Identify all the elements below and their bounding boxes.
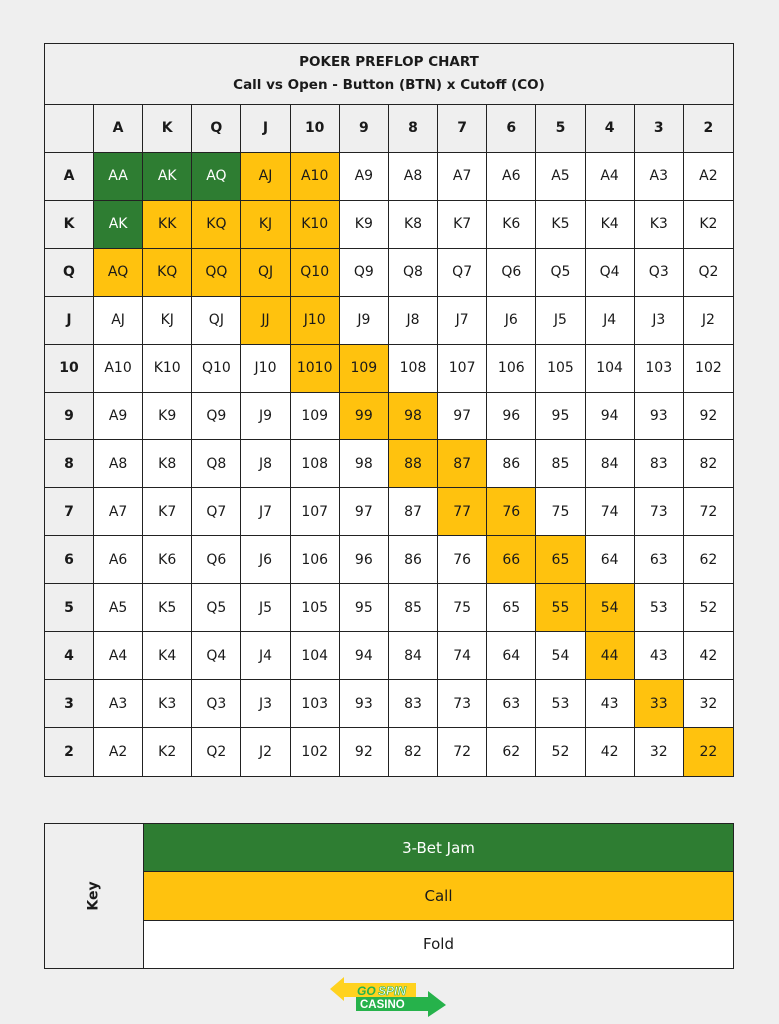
hand-cell-fold: Q7 <box>438 249 487 297</box>
hand-cell-call: 76 <box>487 488 536 536</box>
row-header-3: 3 <box>45 680 94 728</box>
hand-cell-fold: 85 <box>536 440 585 488</box>
hand-cell-call: 54 <box>586 584 635 632</box>
logo-word-go: GO <box>357 984 376 998</box>
hand-cell-jam: AQ <box>192 153 241 201</box>
key-rows <box>144 824 733 968</box>
hand-cell-fold: 104 <box>586 345 635 393</box>
hand-cell-fold: K6 <box>487 201 536 249</box>
hand-cell-call: QJ <box>241 249 290 297</box>
hand-cell-call: 66 <box>487 536 536 584</box>
hand-cell-fold: 96 <box>340 536 389 584</box>
row-header-7: 7 <box>45 488 94 536</box>
hand-cell-fold: 95 <box>536 393 585 441</box>
hand-cell-fold: 94 <box>340 632 389 680</box>
hand-cell-call: 98 <box>389 393 438 441</box>
hand-cell-fold: K5 <box>143 584 192 632</box>
hand-cell-fold: 106 <box>291 536 340 584</box>
hand-cell-fold: 105 <box>536 345 585 393</box>
hand-cell-call: 44 <box>586 632 635 680</box>
hand-cell-fold: K10 <box>143 345 192 393</box>
hand-cell-fold: Q6 <box>192 536 241 584</box>
hand-cell-fold: 75 <box>536 488 585 536</box>
hand-cell-fold: Q9 <box>340 249 389 297</box>
hand-cell-fold: A4 <box>586 153 635 201</box>
hand-cell-fold: J7 <box>438 297 487 345</box>
hand-cell-fold: 107 <box>291 488 340 536</box>
hand-cell-fold: 97 <box>340 488 389 536</box>
hand-cell-fold: K2 <box>684 201 733 249</box>
logo-word-spin: SPIN <box>378 984 407 998</box>
hand-cell-fold: A9 <box>340 153 389 201</box>
hand-cell-fold: 102 <box>291 728 340 776</box>
hand-cell-fold: 82 <box>389 728 438 776</box>
hand-cell-fold: 98 <box>340 440 389 488</box>
hand-cell-fold: K4 <box>586 201 635 249</box>
hand-cell-jam: AK <box>94 201 143 249</box>
hand-cell-fold: 108 <box>389 345 438 393</box>
hand-cell-call: A10 <box>291 153 340 201</box>
hand-cell-fold: 43 <box>586 680 635 728</box>
hand-cell-fold: 53 <box>635 584 684 632</box>
hand-cell-call: Q10 <box>291 249 340 297</box>
row-header-q: Q <box>45 249 94 297</box>
hand-cell-call: KQ <box>192 201 241 249</box>
hand-cell-call: 77 <box>438 488 487 536</box>
hand-cell-fold: 93 <box>340 680 389 728</box>
column-header-6: 6 <box>487 105 536 153</box>
preflop-chart <box>44 43 734 777</box>
hand-cell-fold: K8 <box>389 201 438 249</box>
hand-cell-call: 65 <box>536 536 585 584</box>
hand-cell-fold: 64 <box>487 632 536 680</box>
hand-cell-fold: A4 <box>94 632 143 680</box>
column-header-10: 10 <box>291 105 340 153</box>
hand-cell-fold: 86 <box>389 536 438 584</box>
hand-cell-fold: A7 <box>94 488 143 536</box>
hand-cell-fold: K6 <box>143 536 192 584</box>
hand-cell-fold: A8 <box>389 153 438 201</box>
hand-cell-fold: K9 <box>340 201 389 249</box>
hand-cell-fold: A2 <box>684 153 733 201</box>
hand-cell-fold: K5 <box>536 201 585 249</box>
hand-cell-fold: A8 <box>94 440 143 488</box>
hand-cell-call: QQ <box>192 249 241 297</box>
hand-cell-fold: Q9 <box>192 393 241 441</box>
column-header-a: A <box>94 105 143 153</box>
hand-cell-fold: 93 <box>635 393 684 441</box>
hand-cell-fold: 95 <box>340 584 389 632</box>
hand-cell-fold: Q6 <box>487 249 536 297</box>
hand-cell-fold: A5 <box>94 584 143 632</box>
hand-cell-fold: 107 <box>438 345 487 393</box>
hand-cell-fold: 62 <box>684 536 733 584</box>
hand-cell-fold: 75 <box>438 584 487 632</box>
hand-cell-fold: J9 <box>340 297 389 345</box>
column-header-2: 2 <box>684 105 733 153</box>
row-header-4: 4 <box>45 632 94 680</box>
chart-subtitle: Call vs Open - Button (BTN) x Cutoff (CO) <box>233 77 545 93</box>
hand-cell-fold: 32 <box>684 680 733 728</box>
hand-cell-fold: A10 <box>94 345 143 393</box>
column-header-k: K <box>143 105 192 153</box>
hand-cell-fold: J5 <box>241 584 290 632</box>
hand-cell-fold: K7 <box>143 488 192 536</box>
column-header-9: 9 <box>340 105 389 153</box>
hand-cell-fold: 43 <box>635 632 684 680</box>
hand-cell-fold: 63 <box>635 536 684 584</box>
key-item-3-bet-jam: 3-Bet Jam <box>144 824 733 872</box>
column-header-3: 3 <box>635 105 684 153</box>
hand-cell-fold: Q4 <box>586 249 635 297</box>
chart-title: POKER PREFLOP CHART <box>299 54 479 70</box>
hand-cell-fold: Q8 <box>192 440 241 488</box>
row-header-8: 8 <box>45 440 94 488</box>
hand-cell-fold: J6 <box>241 536 290 584</box>
hand-cell-jam: AK <box>143 153 192 201</box>
hand-cell-fold: Q2 <box>684 249 733 297</box>
hand-cell-fold: J4 <box>241 632 290 680</box>
hand-cell-fold: 74 <box>586 488 635 536</box>
column-header-7: 7 <box>438 105 487 153</box>
hand-cell-fold: K4 <box>143 632 192 680</box>
column-header-5: 5 <box>536 105 585 153</box>
hand-cell-jam: AA <box>94 153 143 201</box>
hand-cell-fold: A7 <box>438 153 487 201</box>
hand-cell-fold: Q5 <box>192 584 241 632</box>
column-header-4: 4 <box>586 105 635 153</box>
hand-cell-fold: K7 <box>438 201 487 249</box>
hand-cell-fold: J8 <box>389 297 438 345</box>
hand-cell-fold: 87 <box>389 488 438 536</box>
hand-cell-fold: Q3 <box>192 680 241 728</box>
hand-cell-fold: 72 <box>438 728 487 776</box>
hand-cell-fold: 65 <box>487 584 536 632</box>
hand-cell-fold: 63 <box>487 680 536 728</box>
hand-cell-fold: J7 <box>241 488 290 536</box>
column-header-8: 8 <box>389 105 438 153</box>
hand-cell-fold: 108 <box>291 440 340 488</box>
row-header-k: K <box>45 201 94 249</box>
hand-cell-fold: A3 <box>635 153 684 201</box>
gospin-casino-logo <box>330 975 450 1017</box>
hand-cell-fold: J9 <box>241 393 290 441</box>
hand-cell-fold: A6 <box>94 536 143 584</box>
row-header-9: 9 <box>45 393 94 441</box>
hand-cell-fold: 94 <box>586 393 635 441</box>
hand-cell-fold: 54 <box>536 632 585 680</box>
hand-cell-fold: K3 <box>635 201 684 249</box>
column-header-q: Q <box>192 105 241 153</box>
hand-cell-fold: Q10 <box>192 345 241 393</box>
hand-cell-call: 109 <box>340 345 389 393</box>
hand-cell-fold: 82 <box>684 440 733 488</box>
row-header-5: 5 <box>45 584 94 632</box>
hand-cell-fold: 74 <box>438 632 487 680</box>
hand-cell-call: 88 <box>389 440 438 488</box>
row-header-j: J <box>45 297 94 345</box>
hand-cell-fold: 84 <box>586 440 635 488</box>
hand-cell-fold: A2 <box>94 728 143 776</box>
hand-cell-fold: 85 <box>389 584 438 632</box>
hand-cell-fold: Q5 <box>536 249 585 297</box>
row-header-a: A <box>45 153 94 201</box>
hand-cell-fold: 104 <box>291 632 340 680</box>
hand-cell-fold: QJ <box>192 297 241 345</box>
key-legend <box>44 823 734 969</box>
hand-cell-fold: 86 <box>487 440 536 488</box>
hand-cell-fold: 84 <box>389 632 438 680</box>
row-header-10: 10 <box>45 345 94 393</box>
hand-cell-fold: KJ <box>143 297 192 345</box>
hand-cell-fold: 53 <box>536 680 585 728</box>
hand-cell-fold: 76 <box>438 536 487 584</box>
hand-cell-fold: 52 <box>684 584 733 632</box>
hand-cell-fold: 109 <box>291 393 340 441</box>
hand-cell-fold: J8 <box>241 440 290 488</box>
hand-cell-call: 87 <box>438 440 487 488</box>
row-header-2: 2 <box>45 728 94 776</box>
hand-cell-call: KQ <box>143 249 192 297</box>
hand-cell-fold: 73 <box>438 680 487 728</box>
hand-cell-fold: 96 <box>487 393 536 441</box>
corner-cell <box>45 105 94 153</box>
hand-cell-fold: 102 <box>684 345 733 393</box>
chart-title-bar <box>45 44 733 105</box>
hand-cell-fold: J2 <box>241 728 290 776</box>
hand-cell-fold: 72 <box>684 488 733 536</box>
hand-cell-fold: Q4 <box>192 632 241 680</box>
hand-cell-fold: 32 <box>635 728 684 776</box>
hand-cell-call: K10 <box>291 201 340 249</box>
hand-cell-fold: AJ <box>94 297 143 345</box>
hand-cell-fold: J3 <box>241 680 290 728</box>
hand-cell-fold: K9 <box>143 393 192 441</box>
hand-cell-fold: 92 <box>684 393 733 441</box>
hand-cell-fold: Q8 <box>389 249 438 297</box>
hand-cell-call: KK <box>143 201 192 249</box>
logo-word-casino: CASINO <box>360 999 405 1011</box>
hand-cell-fold: A9 <box>94 393 143 441</box>
key-item-call: Call <box>144 872 733 920</box>
row-header-6: 6 <box>45 536 94 584</box>
hand-cell-fold: J5 <box>536 297 585 345</box>
hand-cell-fold: Q7 <box>192 488 241 536</box>
hand-cell-fold: 103 <box>291 680 340 728</box>
hand-cell-fold: 52 <box>536 728 585 776</box>
hand-cell-fold: 83 <box>389 680 438 728</box>
hand-cell-fold: A5 <box>536 153 585 201</box>
hand-cell-fold: 83 <box>635 440 684 488</box>
hand-cell-fold: 42 <box>586 728 635 776</box>
hand-cell-fold: J3 <box>635 297 684 345</box>
hand-cell-fold: A3 <box>94 680 143 728</box>
hand-cell-fold: 105 <box>291 584 340 632</box>
hand-cell-fold: 103 <box>635 345 684 393</box>
hand-cell-fold: K3 <box>143 680 192 728</box>
hand-cell-fold: K8 <box>143 440 192 488</box>
hand-cell-fold: J6 <box>487 297 536 345</box>
hand-cell-call: 33 <box>635 680 684 728</box>
hand-cell-call: AJ <box>241 153 290 201</box>
hand-cell-fold: 64 <box>586 536 635 584</box>
hand-cell-fold: J2 <box>684 297 733 345</box>
hand-cell-call: 22 <box>684 728 733 776</box>
hand-cell-fold: 106 <box>487 345 536 393</box>
hand-cell-call: 55 <box>536 584 585 632</box>
key-item-fold: Fold <box>144 921 733 968</box>
hand-cell-fold: J10 <box>241 345 290 393</box>
hand-cell-fold: Q2 <box>192 728 241 776</box>
hand-cell-call: J10 <box>291 297 340 345</box>
hand-cell-call: KJ <box>241 201 290 249</box>
hand-cell-fold: 92 <box>340 728 389 776</box>
hand-cell-fold: 42 <box>684 632 733 680</box>
hand-grid <box>45 105 733 776</box>
hand-cell-fold: K2 <box>143 728 192 776</box>
key-label: Key <box>85 881 102 911</box>
hand-cell-fold: A6 <box>487 153 536 201</box>
hand-cell-call: 1010 <box>291 345 340 393</box>
hand-cell-fold: 62 <box>487 728 536 776</box>
hand-cell-call: AQ <box>94 249 143 297</box>
hand-cell-call: 99 <box>340 393 389 441</box>
hand-cell-fold: Q3 <box>635 249 684 297</box>
column-header-j: J <box>241 105 290 153</box>
hand-cell-fold: J4 <box>586 297 635 345</box>
key-label-cell <box>45 824 144 968</box>
hand-cell-call: JJ <box>241 297 290 345</box>
hand-cell-fold: 73 <box>635 488 684 536</box>
hand-cell-fold: 97 <box>438 393 487 441</box>
